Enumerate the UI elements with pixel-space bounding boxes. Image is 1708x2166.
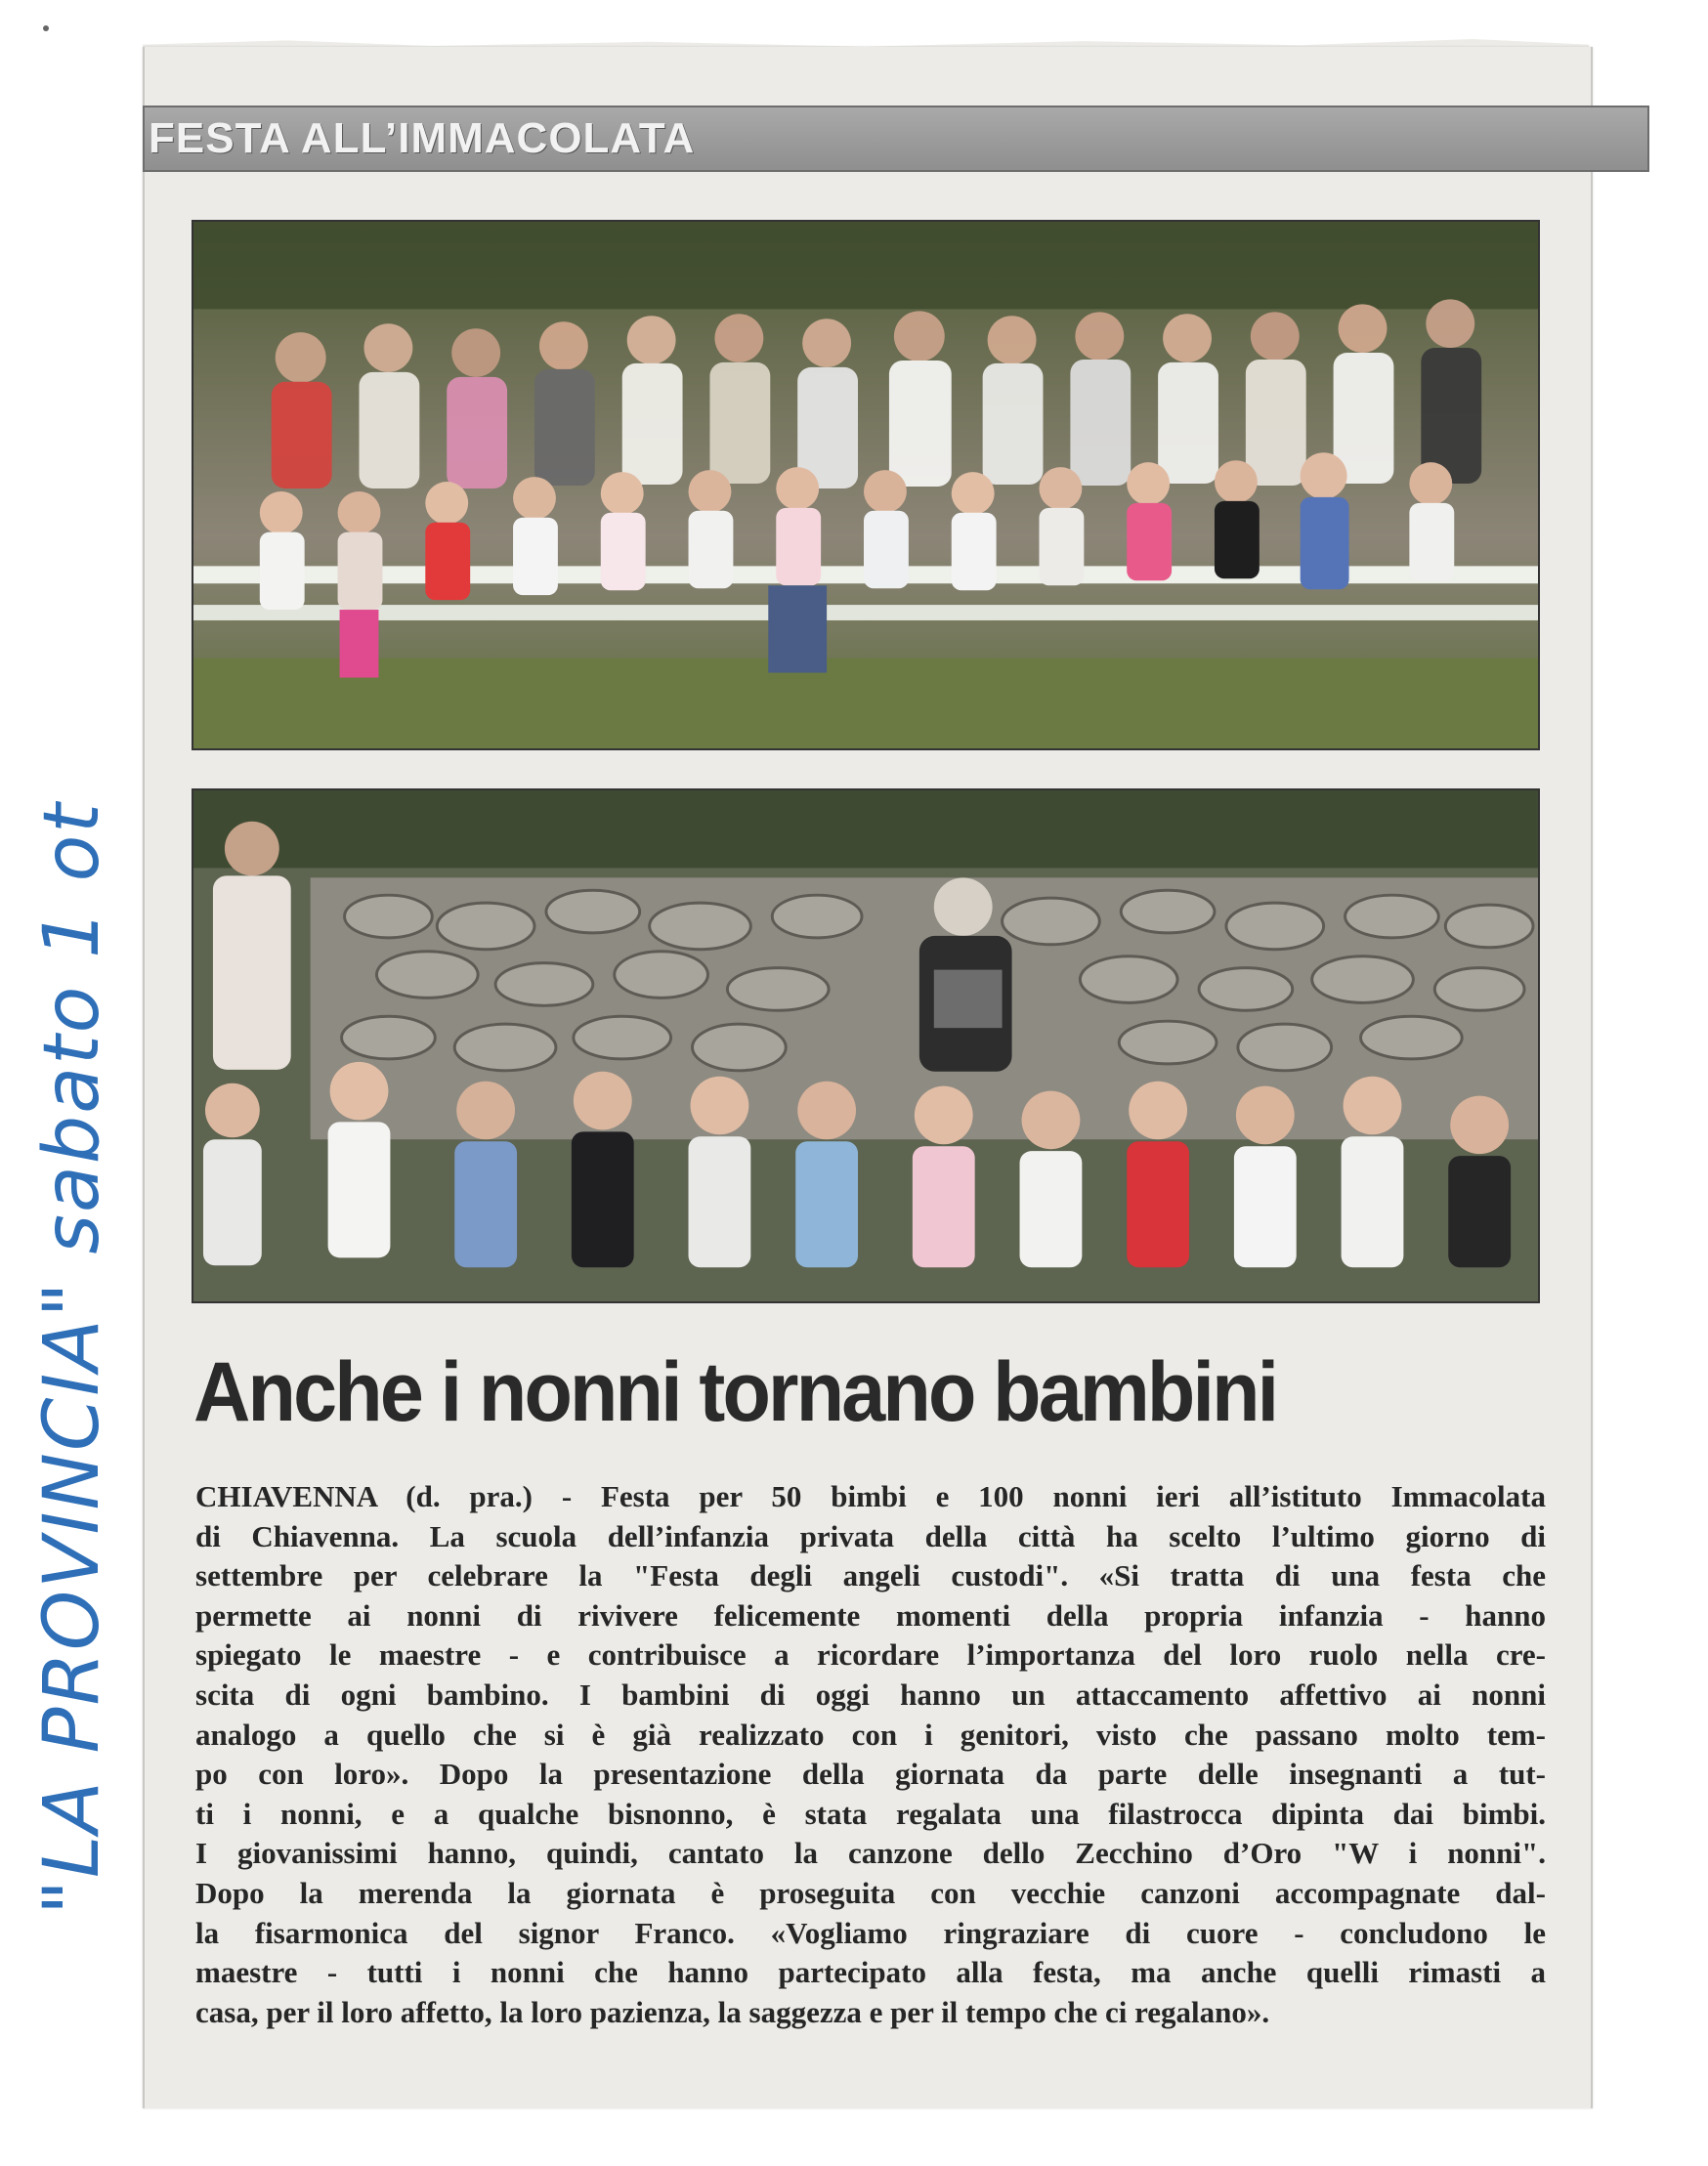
article-line: di Chiavenna. La scuola dell’infanzia privata della città ha scelto l’ultimo giorno di: [195, 1518, 1546, 1553]
article-line: ti i nonni, e a qualche bisnonno, è stata regalata una filastrocca dipinta dai bimbi.: [195, 1796, 1546, 1831]
section-label: FESTA ALL’IMMACOLATA: [149, 114, 696, 162]
accordion-photo-image: [193, 790, 1538, 1301]
article-line: scita di ogni bambino. I bambini di oggi hanno un attaccamento affettivo ai nonni: [195, 1677, 1546, 1712]
handwritten-source-svg: [27, 801, 115, 1915]
article-line: permette ai nonni di rivivere felicemente momenti della propria infanzia - hanno: [195, 1597, 1546, 1633]
accordion-photo: [192, 788, 1540, 1303]
handwritten-source-note: [27, 801, 115, 1915]
group-photo: [192, 220, 1540, 750]
article-headline: Anche i nonni tornano bambini: [193, 1345, 1277, 1439]
article-line: settembre per celebrare la "Festa degli angeli custodi". «Si tratta di una festa che: [195, 1558, 1546, 1593]
article-line: casa, per il loro affetto, la loro pazienza, la saggezza e per il tempo che ci regalano».: [195, 1994, 1270, 2029]
article-line: po con loro». Dopo la presentazione della giornata da parte delle insegnanti a tut-: [195, 1757, 1546, 1792]
group-photo-image: [193, 222, 1538, 748]
article-body: [195, 1477, 1546, 2032]
article-line: la fisarmonica del signor Franco. «Vogliamo ringraziare di cuore - concludono le: [195, 1915, 1546, 1950]
article-line: spiegato le maestre - e contribuisce a ricordare l’importanza del loro ruolo nella cre-: [195, 1637, 1546, 1673]
article-line: I giovanissimi hanno, quindi, cantato la canzone dello Zecchino d’Oro "W i nonni".: [195, 1836, 1546, 1871]
article-line: analogo a quello che si è già realizzato con i genitori, visto che passano molto tem-: [195, 1717, 1546, 1752]
article-line: CHIAVENNA (d. pra.) - Festa per 50 bimbi e 100 nonni ieri all’istituto Immacolata: [195, 1479, 1546, 1513]
scan-speck: [43, 25, 49, 31]
article-line: maestre - tutti i nonni che hanno partecipato alla festa, ma anche quelli rimasti a: [195, 1955, 1546, 1990]
handwritten-source-text: "LA PROVINCIA" sabato 1 ottobre 2011: [28, 801, 115, 1915]
article-line: Dopo la merenda la giornata è proseguita con vecchie canzoni accompagnate dal-: [195, 1875, 1546, 1910]
